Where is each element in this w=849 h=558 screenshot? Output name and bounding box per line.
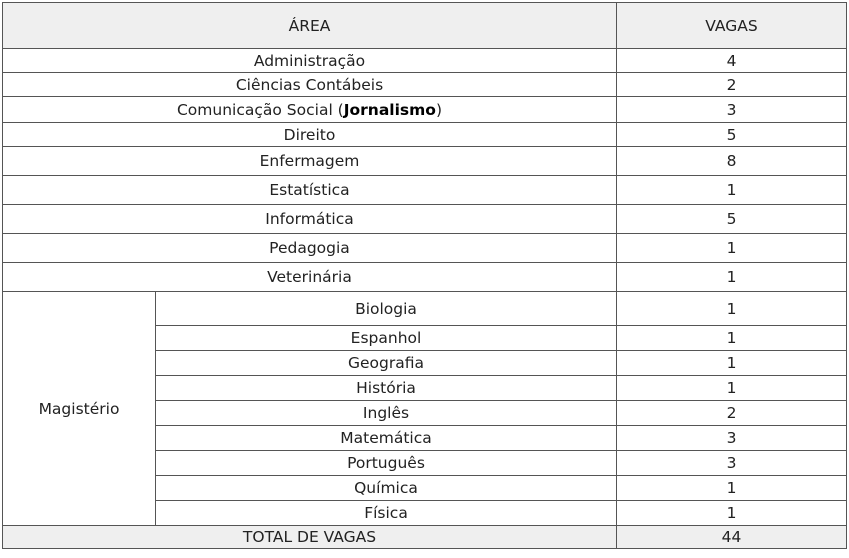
subject-cell: Geografia [156, 351, 617, 376]
vagas-cell: 1 [617, 176, 847, 205]
table-row [3, 234, 847, 263]
table-row [3, 49, 847, 73]
table-row [3, 263, 847, 292]
header-area: ÁREA [3, 3, 617, 49]
vagas-cell: 1 [617, 351, 847, 376]
header-vagas: VAGAS [617, 3, 847, 49]
subject-cell: História [156, 376, 617, 401]
table-row [3, 97, 847, 123]
subject-cell: Português [156, 451, 617, 476]
area-text: ) [435, 100, 443, 119]
vagas-cell: 1 [617, 326, 847, 351]
vagas-cell: 3 [617, 426, 847, 451]
vagas-cell: 1 [617, 263, 847, 292]
vagas-cell: 4 [617, 49, 847, 73]
vagas-cell: 1 [617, 376, 847, 401]
area-cell [3, 97, 617, 123]
area-cell: Ciências Contábeis [3, 73, 617, 97]
subject-cell: Matemática [156, 426, 617, 451]
vagas-cell: 2 [617, 401, 847, 426]
vagas-cell: 8 [617, 147, 847, 176]
area-cell: Administração [3, 49, 617, 73]
total-label: TOTAL DE VAGAS [3, 526, 617, 549]
document-page [2, 2, 847, 549]
vagas-cell: 1 [617, 234, 847, 263]
table-row [3, 123, 847, 147]
area-cell: Enfermagem [3, 147, 617, 176]
vagas-cell: 5 [617, 205, 847, 234]
area-cell: Pedagogia [3, 234, 617, 263]
vagas-cell: 1 [617, 292, 847, 326]
subject-cell: Física [156, 501, 617, 526]
table-header-row [3, 3, 847, 49]
vagas-cell: 3 [617, 97, 847, 123]
vagas-cell: 1 [617, 476, 847, 501]
area-cell: Veterinária [3, 263, 617, 292]
table-row [3, 292, 847, 326]
vacancies-table [2, 2, 847, 549]
area-cell: Direito [3, 123, 617, 147]
subject-cell: Inglês [156, 401, 617, 426]
vagas-cell: 5 [617, 123, 847, 147]
area-cell: Estatística [3, 176, 617, 205]
magisterio-cell: Magistério [3, 292, 156, 526]
subject-cell: Biologia [156, 292, 617, 326]
vagas-cell: 2 [617, 73, 847, 97]
subject-cell: Espanhol [156, 326, 617, 351]
vagas-cell: 3 [617, 451, 847, 476]
vagas-cell: 1 [617, 501, 847, 526]
area-cell: Informática [3, 205, 617, 234]
table-row [3, 176, 847, 205]
area-text-bold: Jornalismo [343, 100, 436, 119]
area-text: Comunicação Social ( [176, 100, 344, 119]
table-row [3, 147, 847, 176]
table-row [3, 205, 847, 234]
subject-cell: Química [156, 476, 617, 501]
total-vagas: 44 [617, 526, 847, 549]
table-row [3, 73, 847, 97]
total-row [3, 526, 847, 549]
